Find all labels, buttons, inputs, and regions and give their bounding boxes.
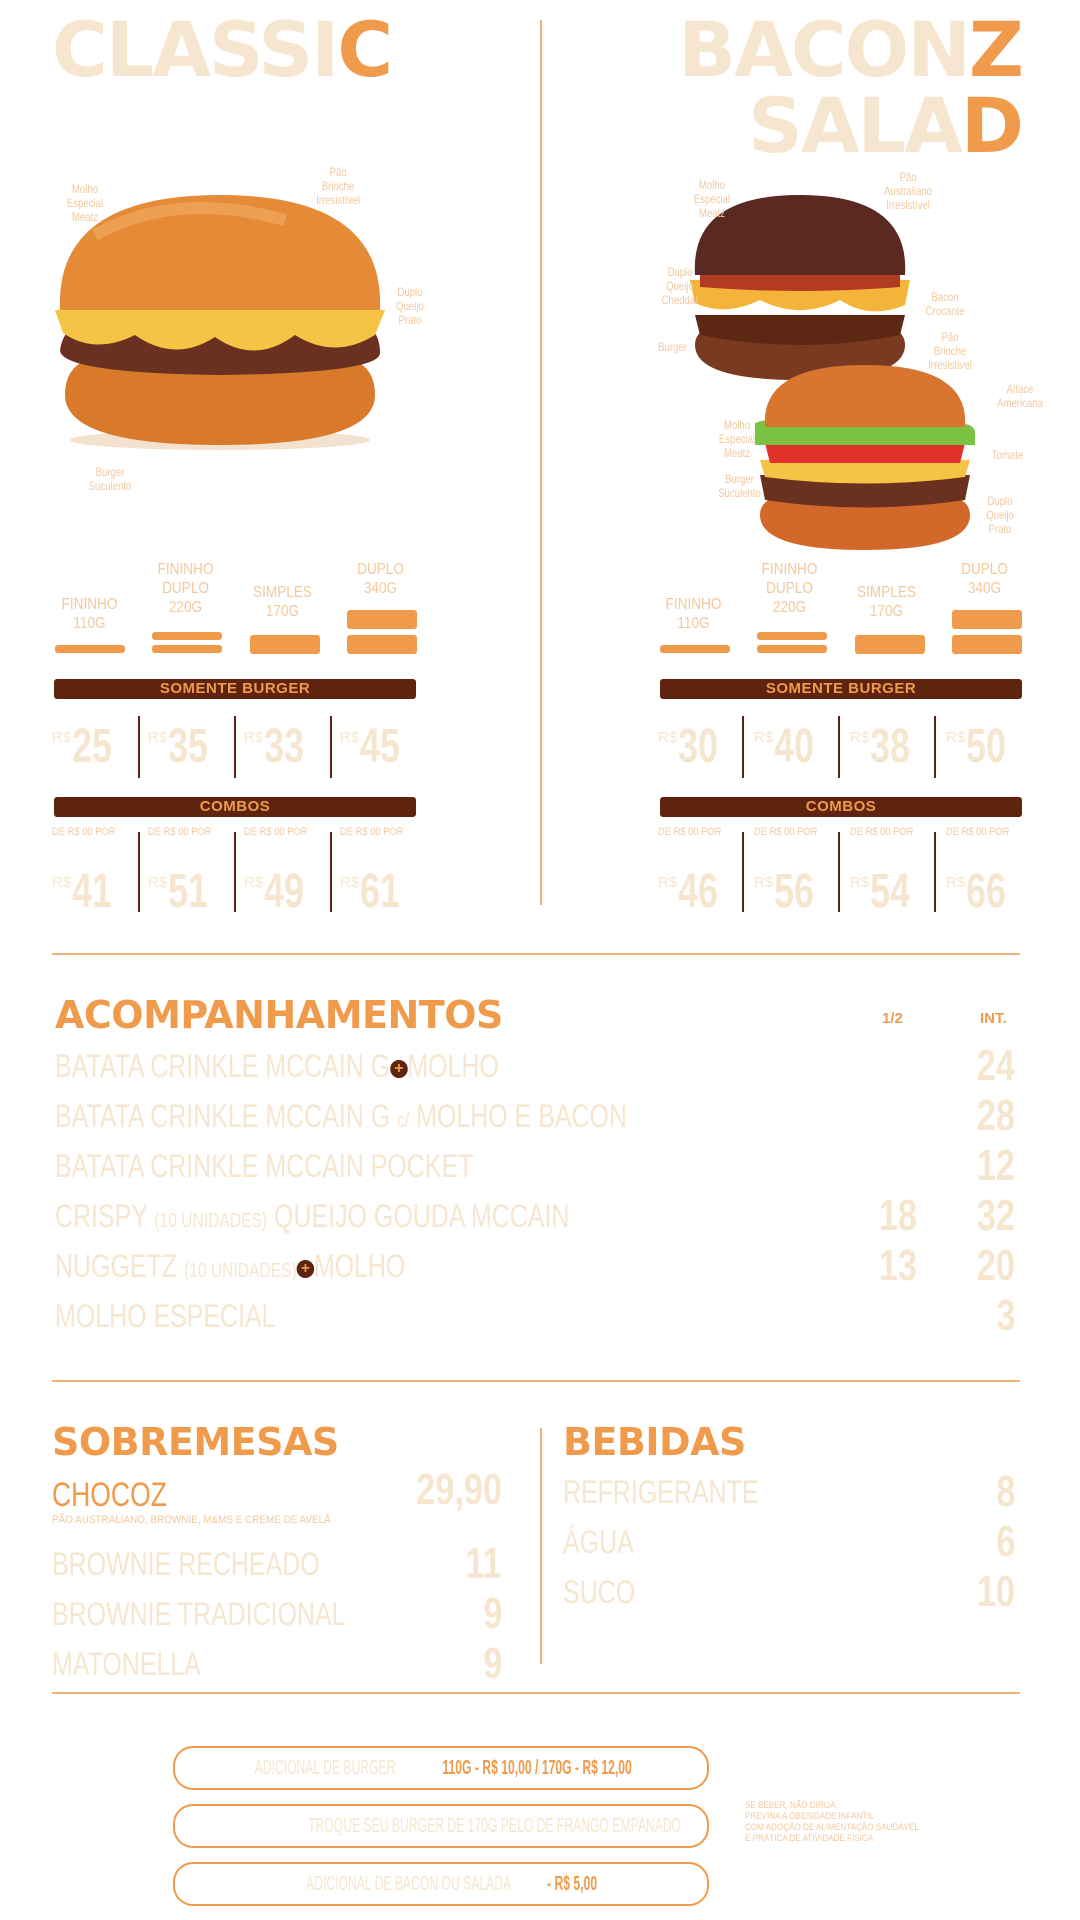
baconz-title-line1: BACONZ xyxy=(678,5,1022,94)
baconz-annotation-pao-top: Pão Australiano Irresistível xyxy=(883,170,933,212)
classic-price-separator xyxy=(330,716,332,778)
acomp-item-price-half: 18 xyxy=(878,1191,917,1240)
bebida-item-price: 8 xyxy=(995,1467,1015,1516)
baconz-burger-price-1: R$ 30 xyxy=(658,720,719,773)
classic-combo-separator xyxy=(234,832,236,912)
sobremesa-featured-price: 29,90 xyxy=(416,1465,502,1514)
classic-annotation-burger: Burger Suculento xyxy=(88,465,132,493)
baconz-combo-separator xyxy=(838,832,840,912)
classic-combo-price-4: DE R$ 00 POR R$ 61 xyxy=(340,826,404,918)
classic-annotation-queijo: Duplo Queijo Prato xyxy=(396,285,424,327)
baconz-size-simples: SIMPLES 170G xyxy=(857,584,916,620)
baconz-annotation-pao-bottom: Pão Brioche Irresistível xyxy=(928,330,972,372)
baconz-title-line2: SALAD xyxy=(748,81,1022,170)
sobremesa-item-price: 9 xyxy=(482,1589,502,1638)
extra-adicional-burger: ADICIONAL DE BURGER110G - R$ 10,00 / 170G - R$ 12,00 xyxy=(173,1746,709,1790)
acomp-item-name: BATATA CRINKLE MCCAIN G + MOLHO xyxy=(55,1048,499,1084)
classic-title: CLASSIC xyxy=(52,5,392,94)
classic-price-separator xyxy=(138,716,140,778)
baconz-annotation-alface: Alface Americana xyxy=(997,382,1043,410)
classic-size-duplo: DUPLO 340G xyxy=(357,561,404,597)
baconz-annotation-molho-bottom: Molho Especial Meatz xyxy=(718,418,756,460)
acomp-item-price-half: 13 xyxy=(878,1241,917,1290)
sobremesa-featured-desc: PÃO AUSTRALIANO, BROWNIE, M&MS E CREME DE AVELÃ xyxy=(52,1514,331,1526)
baconz-annotation-burger-bottom: Burger Suculento xyxy=(718,472,761,500)
baconz-annotation-burger-top: Burger xyxy=(658,340,687,354)
col-head-int: INT. xyxy=(980,1010,1007,1027)
column-divider xyxy=(540,20,542,905)
acomp-item-name: BATATA CRINKLE MCCAIN G c/ MOLHO E BACON xyxy=(55,1098,627,1134)
sobremesa-item-name: MATONELLA xyxy=(52,1646,201,1682)
classic-burger-image xyxy=(55,195,385,455)
baconz-size-fininho-duplo: FININHO DUPLO 220G xyxy=(761,561,818,616)
baconz-annotation-queijo-bottom: Duplo Queijo Prato xyxy=(986,494,1014,536)
bebida-item-name: ÁGUA xyxy=(563,1524,634,1560)
baconz-annotation-queijo-top: Duplo Queijo Cheddar xyxy=(661,265,699,307)
classic-burger-price-3: R$ 33 xyxy=(244,720,305,773)
classic-burger-price-2: R$ 35 xyxy=(148,720,209,773)
baconz-burger-price-3: R$ 38 xyxy=(850,720,911,773)
baconz-size-fininho: FININHO 110G xyxy=(665,596,722,632)
sobremesa-item-name: BROWNIE TRADICIONAL xyxy=(52,1596,346,1632)
baconz-size-bar-simples xyxy=(855,635,925,654)
legal-disclaimer: SE BEBER, NÃO DIRIJA. PREVINA A OBESIDADE INFANTIL COM ADOÇÃO DE ALIMENTAÇÃO SAUDÁVEL E PRÁTICA DE ATIVIDADE FÍSICA xyxy=(745,1800,920,1843)
classic-size-simples: SIMPLES 170G xyxy=(253,584,312,620)
acomp-item-price-int: 24 xyxy=(976,1041,1015,1090)
classic-combo-price-2: DE R$ 00 POR R$ 51 xyxy=(148,826,212,918)
baconz-size-duplo: DUPLO 340G xyxy=(961,561,1008,597)
baconz-band-combos: COMBOS xyxy=(660,797,1022,817)
classic-burger-price-1: R$ 25 xyxy=(52,720,113,773)
baconz-band-somente-burger: SOMENTE BURGER xyxy=(660,679,1022,699)
baconz-burger-price-4: R$ 50 xyxy=(946,720,1007,773)
classic-size-bar-duplo-1 xyxy=(347,610,417,629)
divider-top xyxy=(52,953,1020,955)
classic-size-bar-fininho-duplo-1 xyxy=(152,632,222,640)
acompanhamentos-title: ACOMPANHAMENTOS xyxy=(55,993,503,1037)
classic-size-bar-fininho xyxy=(55,645,125,653)
acomp-item-name: MOLHO ESPECIAL xyxy=(55,1298,276,1334)
classic-price-separator xyxy=(234,716,236,778)
baconz-combo-price-2: DE R$ 00 POR R$ 56 xyxy=(754,826,818,918)
classic-annotation-molho: Molho Especial Meatz xyxy=(66,182,104,224)
baconz-annotation-tomate: Tomate xyxy=(991,448,1024,462)
baconz-price-separator xyxy=(838,716,840,778)
sobremesa-item-name: BROWNIE RECHEADO xyxy=(52,1546,320,1582)
classic-band-combos: COMBOS xyxy=(54,797,416,817)
extra-troque-burger: TROQUE SEU BURGER DE 170G PELO DE FRANGO EMPANADO xyxy=(173,1804,709,1848)
acomp-item-price-int: 32 xyxy=(976,1191,1015,1240)
baconz-combo-price-4: DE R$ 00 POR R$ 66 xyxy=(946,826,1010,918)
acomp-item-price-int: 3 xyxy=(995,1291,1015,1340)
baconz-combo-separator xyxy=(742,832,744,912)
baconz-combo-separator xyxy=(934,832,936,912)
col-head-half: 1/2 xyxy=(882,1010,903,1027)
sobremesa-item-price: 11 xyxy=(465,1539,502,1588)
baconz-size-bar-duplo-2 xyxy=(952,635,1022,654)
baconz-size-bar-fininho-duplo-2 xyxy=(757,645,827,653)
classic-size-bar-fininho-duplo-2 xyxy=(152,645,222,653)
acomp-item-price-int: 12 xyxy=(976,1141,1015,1190)
classic-size-bar-duplo-2 xyxy=(347,635,417,654)
classic-size-fininho-duplo: FININHO DUPLO 220G xyxy=(157,561,214,616)
classic-band-somente-burger: SOMENTE BURGER xyxy=(54,679,416,699)
acomp-item-price-int: 28 xyxy=(976,1091,1015,1140)
classic-combo-separator xyxy=(138,832,140,912)
divider-bottom xyxy=(52,1692,1020,1694)
bebida-item-price: 10 xyxy=(976,1567,1015,1616)
acomp-item-name: BATATA CRINKLE MCCAIN POCKET xyxy=(55,1148,474,1184)
classic-combo-price-1: DE R$ 00 POR R$ 41 xyxy=(52,826,116,918)
baconz-size-bar-duplo-1 xyxy=(952,610,1022,629)
baconz-annotation-molho-top: Molho Especial Meatz xyxy=(693,178,731,220)
classic-combo-separator xyxy=(330,832,332,912)
baconz-size-bar-fininho xyxy=(660,645,730,653)
bebidas-title: BEBIDAS xyxy=(563,1420,746,1464)
acomp-item-price-int: 20 xyxy=(976,1241,1015,1290)
salad-burger-image xyxy=(755,365,975,550)
baconz-annotation-bacon: Bacon Crocante xyxy=(925,290,965,318)
acomp-item-name: CRISPY (10 UNIDADES) QUEIJO GOUDA MCCAIN xyxy=(55,1198,570,1234)
plus-icon: + xyxy=(296,1260,314,1278)
classic-size-bar-simples xyxy=(250,635,320,654)
dessert-drinks-divider xyxy=(540,1428,542,1664)
baconz-size-bar-fininho-duplo-1 xyxy=(757,632,827,640)
classic-size-fininho: FININHO 110G xyxy=(61,596,118,632)
bebida-item-name: REFRIGERANTE xyxy=(563,1474,759,1510)
baconz-price-separator xyxy=(934,716,936,778)
baconz-combo-price-1: DE R$ 00 POR R$ 46 xyxy=(658,826,722,918)
baconz-burger-price-2: R$ 40 xyxy=(754,720,815,773)
plus-icon: + xyxy=(390,1060,408,1078)
sobremesa-item-price: 9 xyxy=(482,1639,502,1688)
sobremesas-title: SOBREMESAS xyxy=(52,1420,339,1464)
classic-burger-price-4: R$ 45 xyxy=(340,720,401,773)
sobremesa-featured-name: CHOCOZ xyxy=(52,1476,167,1514)
extra-adicional-bacon: ADICIONAL DE BACON OU SALADA- R$ 5,00 xyxy=(173,1862,709,1906)
baconz-price-separator xyxy=(742,716,744,778)
classic-combo-price-3: DE R$ 00 POR R$ 49 xyxy=(244,826,308,918)
classic-annotation-pao: Pão Brioche Irresistível xyxy=(316,165,360,207)
divider-middle xyxy=(52,1380,1020,1382)
bebida-item-name: SUCO xyxy=(563,1574,636,1610)
baconz-burger-image xyxy=(690,195,910,380)
acomp-item-name: NUGGETZ (10 UNIDADES) + MOLHO xyxy=(55,1248,406,1284)
baconz-combo-price-3: DE R$ 00 POR R$ 54 xyxy=(850,826,914,918)
bebida-item-price: 6 xyxy=(995,1517,1015,1566)
